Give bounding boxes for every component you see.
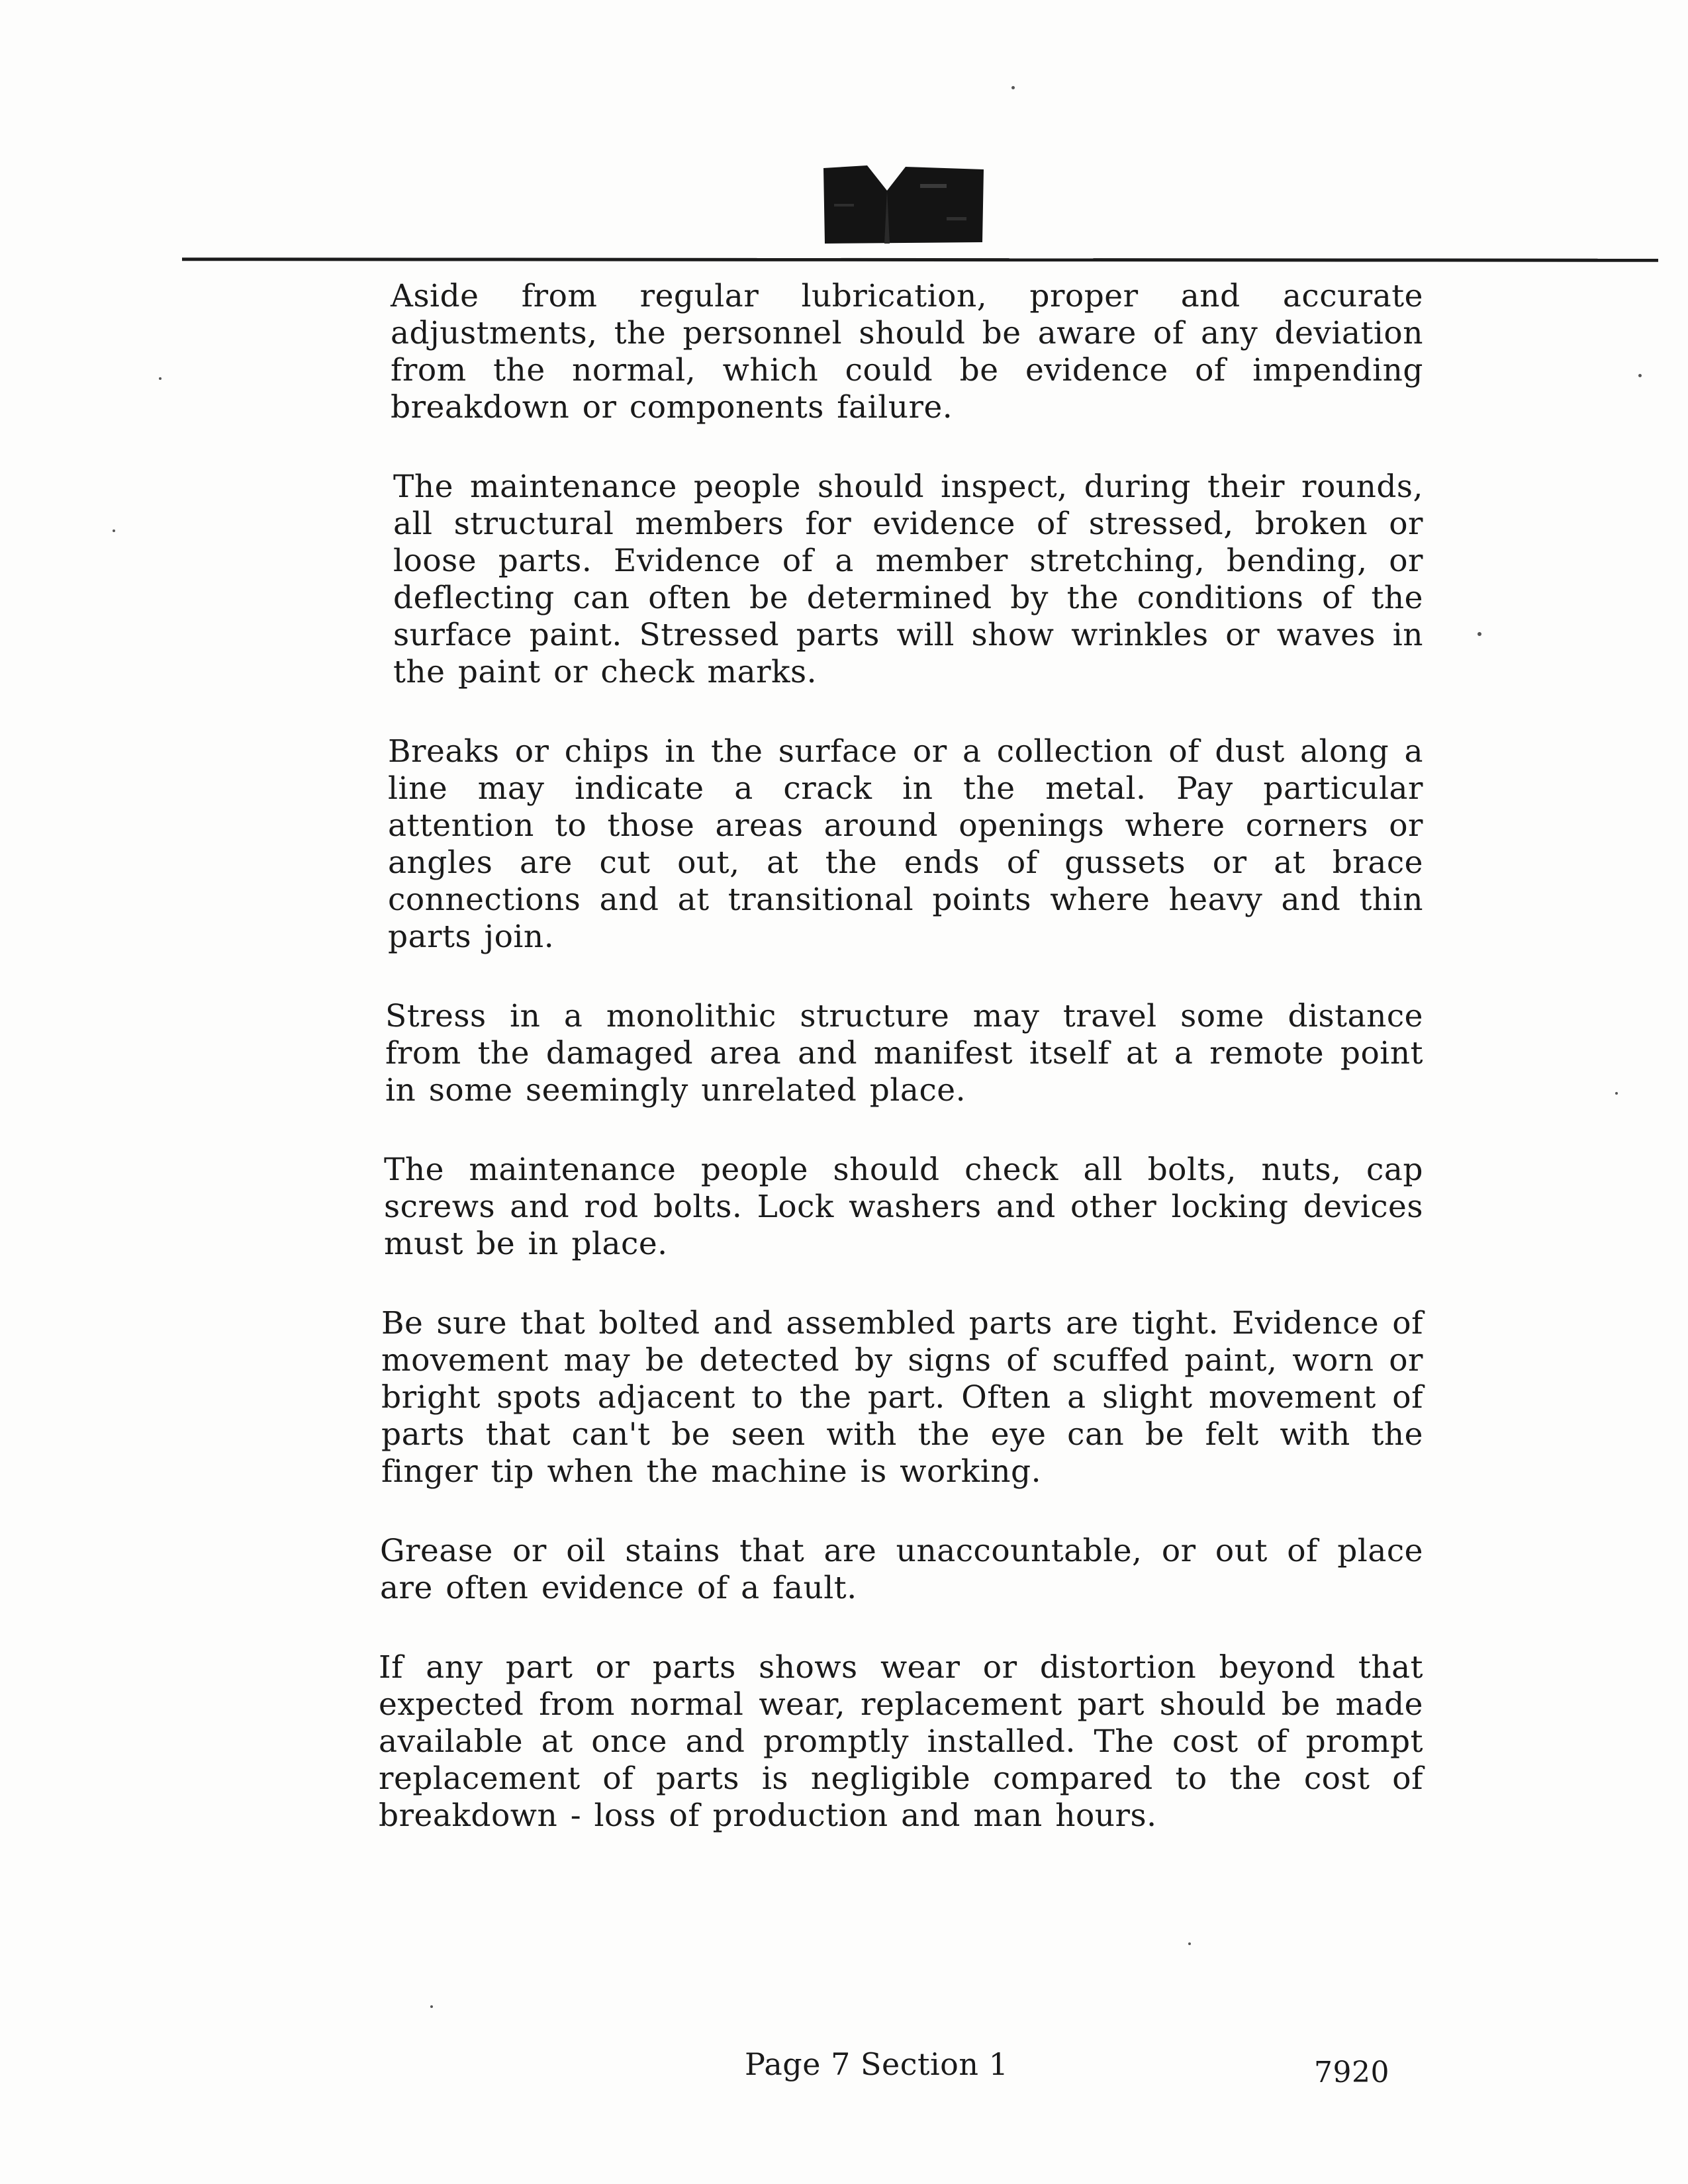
scan-speck: [1477, 632, 1481, 636]
header-rule: [182, 257, 1658, 262]
scan-speck: [1188, 1942, 1191, 1945]
company-logo-icon: [821, 164, 986, 245]
scan-speck: [159, 377, 162, 380]
paragraph-grease-stains: Grease or oil stains that are unaccountable, or out of place are often evidence of a fault.: [380, 1533, 1423, 1606]
scan-speck: [1011, 86, 1015, 89]
scan-speck: [1638, 374, 1642, 377]
paragraph-replacement-parts: If any part or parts shows wear or distortion beyond that expected from normal wear, replacement part should be made available at once and promptly installed. The cost of prompt replacement of parts is negligible compared to the cost of breakdown - loss of production and man hours.: [379, 1649, 1423, 1834]
scan-speck: [430, 2005, 433, 2008]
document-number: 7920: [1314, 2056, 1389, 2089]
body-text: [379, 278, 1423, 1877]
page-section-label: Page 7 Section 1: [745, 2046, 1009, 2082]
paragraph-breaks-or-chips: Breaks or chips in the surface or a collection of dust along a line may indicate a crack in the metal. Pay particular attention to those areas around openings where corners or angles are cut out, at the ends of gussets or at brace connections and at transitional points where heavy and thin parts join.: [388, 733, 1423, 955]
paragraph-check-bolts: The maintenance people should check all bolts, nuts, cap screws and rod bolts. Lock washers and other locking devices must be in place.: [384, 1152, 1423, 1262]
scan-speck: [113, 529, 115, 532]
paragraph-stress-monolithic: Stress in a monolithic structure may travel some distance from the damaged area and manifest itself at a remote point in some seemingly unrelated place.: [385, 998, 1423, 1109]
paragraph-lubrication: Aside from regular lubrication, proper and accurate adjustments, the personnel should be aware of any deviation from the normal, which could be evidence of impending breakdown or components failure.: [391, 278, 1423, 426]
paragraph-inspect-structural-members: The maintenance people should inspect, during their rounds, all structural members for evidence of stressed, broken or loose parts. Evidence of a member stretching, bending, or deflecting can often be determined by the conditions of the surface paint. Stressed parts will show wrinkles or waves in the paint or check marks.: [393, 469, 1423, 690]
paragraph-bolted-parts-tight: Be sure that bolted and assembled parts are tight. Evidence of movement may be detected by signs of scuffed paint, worn or bright spots adjacent to the part. Often a slight movement of parts that can't be seen with the eye can be felt with the finger tip when the machine is working.: [381, 1305, 1423, 1490]
scan-speck: [1615, 1092, 1618, 1095]
